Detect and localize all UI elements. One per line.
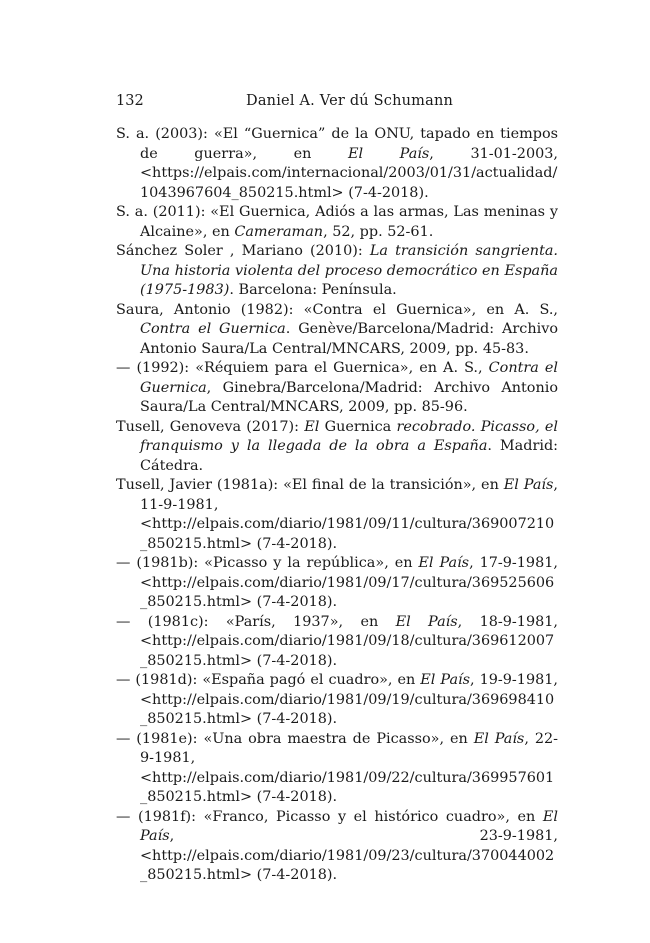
page-header — [116, 93, 558, 113]
entry-text: S. a. (2003): «El “Guernica” de la ONU, tapado en tiempos de guerra», en — [116, 126, 558, 162]
entry-text: Saura, Antonio (1982): «Contra el Guernica», en A. S., — [116, 301, 558, 318]
entry-text: , 31-01-2003, <https://elpais.com/internacional/2003/01/31/actualidad/1043967604_850215.html> (7-4-2018). — [140, 145, 558, 201]
bibliography-entry — [116, 808, 558, 886]
entry-title-italic: El País — [420, 672, 471, 688]
bibliography-entry — [116, 613, 558, 672]
bibliography-entry — [116, 476, 558, 554]
bibliography-entry — [116, 554, 558, 613]
entry-text: — (1981e): «Una obra maestra de Picasso», en — [116, 730, 474, 747]
bibliography-entry — [116, 203, 558, 242]
entry-title-italic: Contra el Guernica — [140, 321, 286, 337]
entry-text: , Ginebra/Barcelona/Madrid: Archivo Antonio Saura/La Central/MNCARS, 2009, pp. 85-96. — [140, 379, 558, 415]
entry-text: Guernica — [319, 418, 397, 435]
entry-title-italic: Cameraman — [234, 223, 324, 240]
bibliography-entry — [116, 359, 558, 418]
entry-title-italic: El — [304, 418, 320, 435]
entry-text: . Genève/Barcelona/Madrid: Archivo Antonio Saura/La Central/MNCARS, 2009, pp. 45-83. — [140, 321, 558, 357]
entry-text: , 11-9-1981, <http://elpais.com/diario/1981/09/11/cultura/369007210_850215.html> (7-4-2018). — [140, 477, 558, 552]
entry-text: , 22-9-1981, <http://elpais.com/diario/1981/09/22/cultura/369957601_850215.html> (7-4-2018). — [140, 730, 558, 805]
entry-text: , 18-9-1981, <http://elpais.com/diario/1981/09/18/cultura/369612007_850215.html> (7-4-2018). — [140, 613, 558, 669]
entry-title-italic: El País — [418, 555, 470, 571]
entry-text: S. a. (2011): «El Guernica, Adiós a las armas, Las meninas y Alcaine», en — [116, 204, 558, 240]
entry-text: — (1981c): «París, 1937», en — [116, 613, 396, 630]
entry-text: , 52, pp. 52-61. — [323, 223, 434, 240]
bibliography-entry — [116, 301, 558, 360]
bibliography-entry — [116, 671, 558, 730]
entry-title-italic: La transición sangrienta. Una historia violenta del proceso democrático en España (1975-1983) — [140, 243, 559, 298]
entry-text: . Barcelona: Península. — [229, 282, 397, 298]
bibliography-entry — [116, 730, 558, 808]
entry-text: — (1981b): «Picasso y la república», en — [116, 555, 419, 571]
entry-title-italic: El País — [395, 613, 458, 630]
entry-title-italic: Contra el Guernica — [140, 360, 558, 396]
bibliography-list — [116, 125, 558, 886]
entry-title-italic: El País — [503, 477, 554, 493]
page-number: 132 — [116, 93, 144, 109]
entry-text: Tusell, Genoveva (2017): — [116, 418, 305, 435]
running-head: Daniel A. Ver dú Schumann — [246, 93, 454, 109]
entry-text: , 19-9-1981, <http://elpais.com/diario/1981/09/19/cultura/369698410_850215.html> (7-4-2018). — [140, 672, 558, 727]
entry-text: Tusell, Javier (1981a): «El final de la transición», en — [116, 477, 504, 493]
entry-text: , 23-9-1981, <http://elpais.com/diario/1981/09/23/cultura/370044002_850215.html> (7-4-2018). — [140, 828, 558, 883]
entry-text: Sánchez Soler , Mariano (2010): — [116, 243, 370, 259]
entry-text: — (1981d): «España pagó el cuadro», en — [116, 672, 421, 688]
bibliography-entry — [116, 125, 558, 203]
entry-title-italic: El País — [473, 730, 525, 747]
entry-text: — (1981f): «Franco, Picasso y el histórico cuadro», en — [116, 808, 543, 825]
bibliography-entry — [116, 418, 558, 477]
entry-text: , 17-9-1981, <http://elpais.com/diario/1981/09/17/cultura/369525606_850215.html> (7-4-2018). — [140, 555, 558, 610]
entry-text: . Madrid: Cátedra. — [140, 438, 558, 474]
entry-text: — (1992): «Réquiem para el Guernica», en A. S., — [116, 360, 489, 376]
entry-title-italic: El País — [347, 145, 430, 162]
entry-title-italic: El País — [140, 808, 558, 844]
bibliography-entry — [116, 242, 558, 301]
entry-title-italic: recobrado. Picasso, el franquismo y la llegada de la obra a España — [140, 418, 558, 454]
